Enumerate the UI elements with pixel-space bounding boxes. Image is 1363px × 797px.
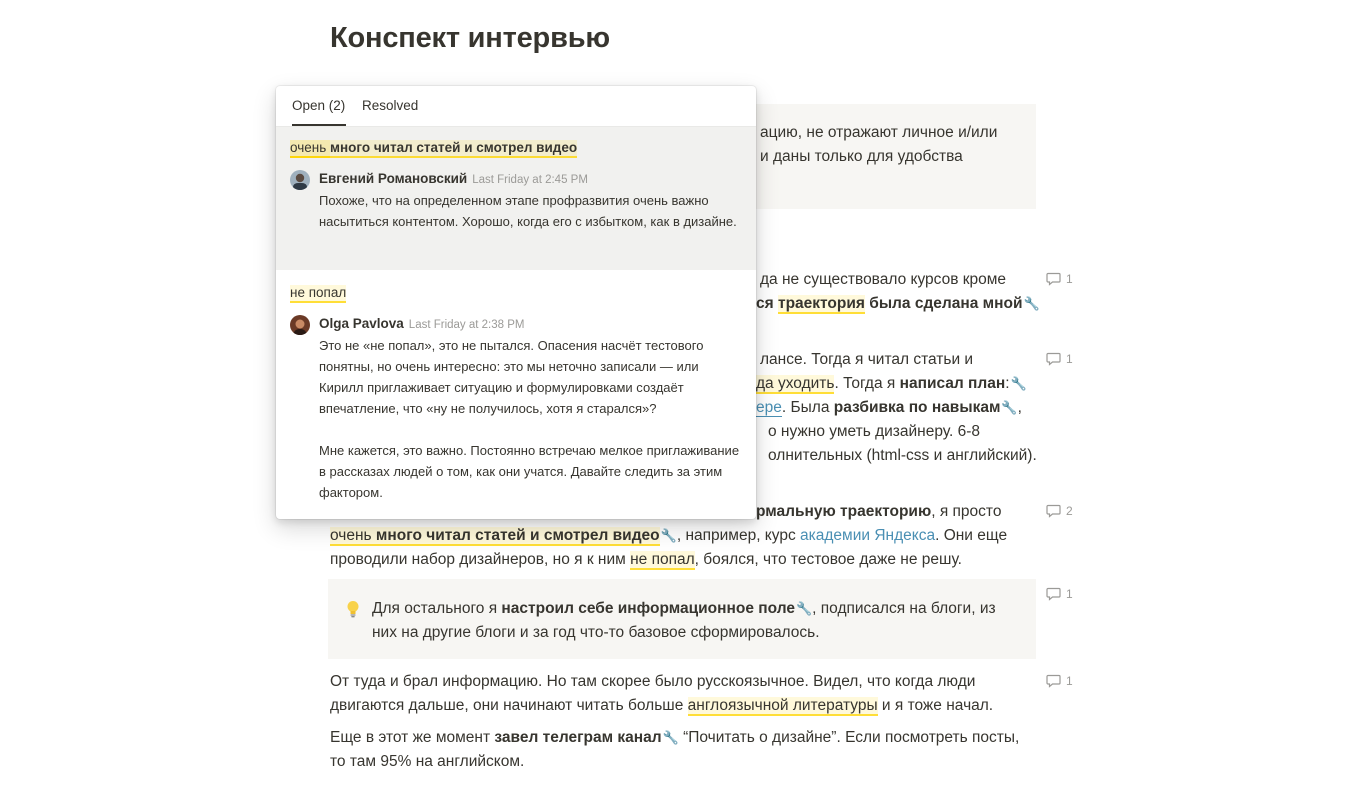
callout-line-1	[372, 597, 996, 621]
text: . Была	[781, 399, 834, 416]
callout-line-2: них на другие блоги и за год что-то базовое сформировалось.	[372, 624, 820, 641]
text: Еще в этот же момент	[330, 729, 495, 746]
text: , боялся, что тестовое даже не решу.	[694, 551, 962, 568]
disclaimer-line-2: и даны только для удобства	[760, 148, 963, 165]
comment-count-label: 2	[1066, 504, 1073, 518]
comment-quote[interactable]: не попал	[290, 285, 346, 300]
text: . Тогда я	[834, 375, 900, 392]
text-bold: завел телеграм канал	[494, 729, 662, 746]
highlighted-text[interactable]: траектория	[777, 295, 865, 312]
text: , например, курс	[676, 527, 801, 544]
paragraph-3-line-1	[756, 500, 1001, 524]
comment-timestamp: Last Friday at 2:45 PM	[472, 174, 588, 186]
paragraph-2-line-5: олнительных (html-css и английский).	[768, 447, 1037, 464]
comment-count-button[interactable]	[1046, 272, 1073, 286]
comment-count-label: 1	[1066, 272, 1073, 286]
text: . Они еще	[935, 527, 1008, 544]
comment-paragraph: Это не «не попал», это не пытался. Опасения насчёт тестового понятны, но очень интересно: это мы неточно записали — или Кирилл приглаживает ситуацию и формулировками создаёт впечатление, что «ну не получилось, хотя я старался»?	[319, 338, 704, 416]
tab-resolved[interactable]: Resolved	[362, 98, 419, 113]
wrench-icon: 🔧	[1010, 376, 1027, 391]
paragraph-2-line-2	[756, 372, 1027, 396]
comment-body	[319, 335, 744, 503]
text-bold: написал план	[899, 375, 1006, 392]
paragraph-3-line-2	[330, 524, 1007, 548]
comment-author: Евгений Романовский Last Friday at 2:45 PM	[319, 171, 588, 186]
text: и я тоже начал.	[877, 697, 994, 714]
highlighted-text[interactable]: очень много читал статей и смотрел видео	[330, 527, 660, 544]
tab-open[interactable]: Open (2)	[292, 98, 346, 113]
comment-icon	[1046, 587, 1061, 601]
text: , подписался на блоги, из	[812, 600, 996, 617]
paragraph-2-line-1: лансе. Тогда я читал статьи и	[760, 351, 974, 368]
text: , я просто	[931, 503, 1002, 520]
highlighted-text[interactable]: да уходить	[756, 375, 835, 392]
disclaimer-line-1: ацию, не отражают личное и/или	[760, 124, 998, 141]
comment-count-label: 1	[1066, 674, 1073, 688]
wrench-icon: 🔧	[795, 601, 813, 616]
comment-count-button[interactable]	[1046, 504, 1073, 518]
text: Для остального я	[372, 600, 502, 617]
page-title: Конспект интервью	[330, 22, 610, 54]
comment-body	[319, 190, 744, 232]
comment-icon	[1046, 674, 1061, 688]
comment-count-label: 1	[1066, 352, 1073, 366]
comments-popup	[276, 86, 756, 519]
text-bold: разбивка по навыкам	[833, 399, 1001, 416]
highlighted-text[interactable]: англоязычной литературы	[687, 697, 878, 714]
comment-icon	[1046, 272, 1061, 286]
comment-paragraph: Мне кажется, это важно. Постоянно встречаю мелкое приглаживание в рассказах людей о том, как они учатся. Давайте следить за этим фактором.	[319, 443, 740, 500]
comment-timestamp: Last Friday at 2:38 PM	[408, 319, 525, 331]
paragraph-2-line-3	[756, 396, 1022, 420]
paragraph-1-line-1: да не существовало курсов кроме	[760, 271, 1007, 288]
paragraph-2-line-4: о нужно уметь дизайнеру. 6-8	[768, 423, 981, 440]
paragraph-5-line-1	[330, 726, 1019, 750]
text: проводили набор дизайнеров, но я к ним	[330, 551, 631, 568]
text-bold: ся	[756, 295, 778, 312]
wrench-icon: 🔧	[660, 528, 677, 543]
text: двигаются дальше, они начинают читать больше	[330, 697, 688, 714]
avatar	[290, 170, 310, 190]
active-tab-indicator	[292, 124, 346, 126]
wrench-icon: 🔧	[1023, 296, 1040, 311]
comment-author: Olga Pavlova Last Friday at 2:38 PM	[319, 316, 525, 331]
wrench-icon: 🔧	[662, 730, 679, 745]
comment-paragraph: Похоже, что на определенном этапе профразвития очень важно насытиться контентом. Хорошо, когда его с избытком, как в дизайне.	[319, 193, 737, 229]
paragraph-5-line-2: то там 95% на английском.	[330, 753, 525, 770]
comment-count-button[interactable]	[1046, 674, 1073, 688]
comment-count-label: 1	[1066, 587, 1073, 601]
text: :	[1005, 375, 1010, 392]
wrench-icon: 🔧	[1001, 400, 1018, 415]
comments-tabs	[276, 86, 756, 127]
highlighted-text[interactable]: не попал	[630, 551, 695, 568]
paragraph-4-line-2	[330, 694, 993, 718]
lightbulb-icon	[346, 600, 360, 618]
comment-quote[interactable]: очень много читал статей и смотрел видео	[290, 140, 577, 155]
text: “Почитать о дизайне”. Если посмотреть посты,	[678, 729, 1020, 746]
comment-count-button[interactable]	[1046, 352, 1073, 366]
paragraph-3-line-3	[330, 548, 962, 572]
inline-link[interactable]: академии Яндекса	[800, 527, 936, 544]
avatar	[290, 315, 310, 335]
comment-icon	[1046, 352, 1061, 366]
inline-link[interactable]: ере	[756, 399, 782, 416]
text-bold: настроил себе информационное поле	[501, 600, 795, 617]
comment-count-button[interactable]	[1046, 587, 1073, 601]
comment-thread[interactable]	[276, 270, 756, 519]
text-bold: была сделана мной	[864, 295, 1023, 312]
text: ,	[1017, 399, 1022, 416]
text-bold: рмальную траекторию	[756, 503, 932, 520]
paragraph-1-line-2	[756, 292, 1040, 316]
comment-thread[interactable]	[276, 127, 756, 270]
comment-icon	[1046, 504, 1061, 518]
paragraph-4-line-1: От туда и брал информацию. Но там скорее было русскоязычное. Видел, что когда люди	[330, 673, 976, 690]
